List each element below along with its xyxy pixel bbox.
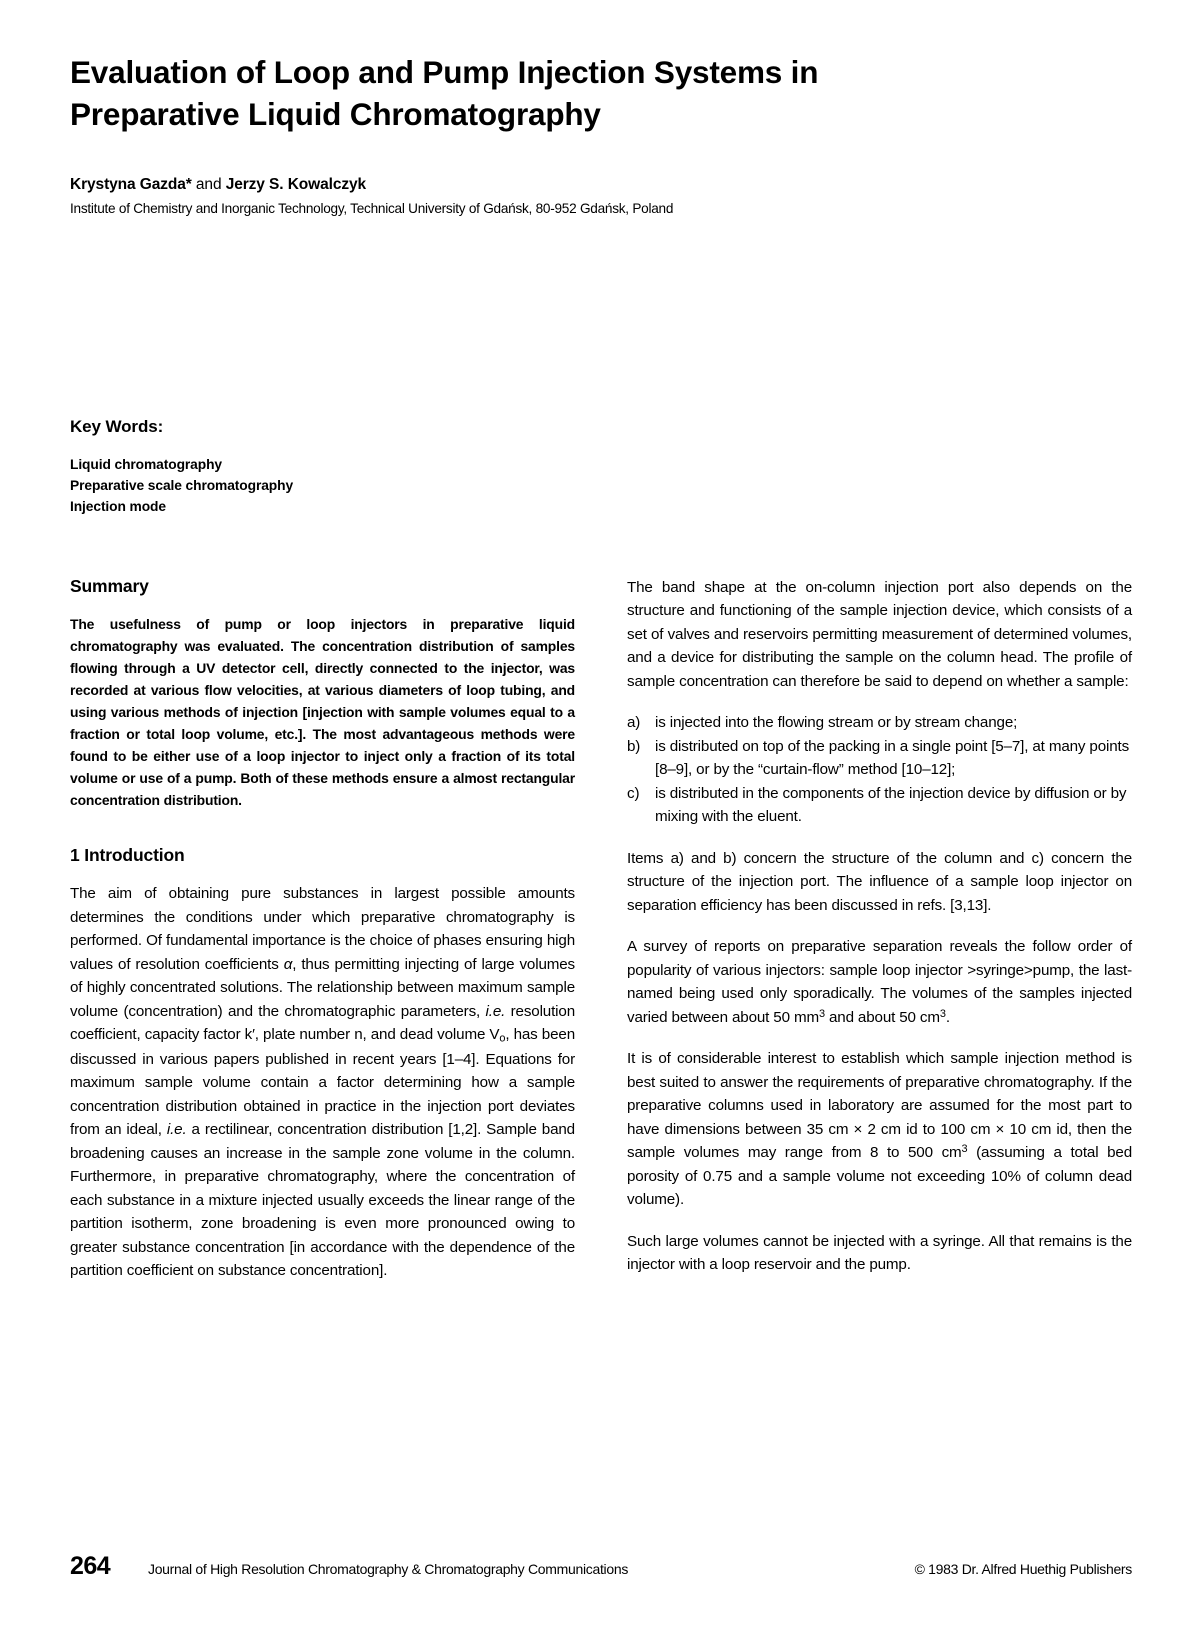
superscript-3: 3 xyxy=(939,1007,946,1020)
keyword-item: Preparative scale chromatography xyxy=(70,478,294,494)
intro-text-a: The aim of obtaining pure substances in largest possible amounts determines the conditions under which preparative chromatography is performed. Of fundamental importance is the choice of phases ensuring high values of resolution coefficients xyxy=(70,885,575,973)
author-list xyxy=(70,176,366,194)
author-secondary: Jerzy S. Kowalczyk xyxy=(225,176,367,193)
superscript-3: 3 xyxy=(818,1007,825,1020)
keywords-list xyxy=(70,454,293,517)
keywords-heading: Key Words: xyxy=(70,417,164,436)
list-marker: a) xyxy=(627,714,641,732)
introduction-heading: 1 Introduction xyxy=(70,845,185,866)
list-marker: c) xyxy=(627,784,640,802)
intro-text-d: , has been discussed in various papers published in recent years [1–4]. Equations for maximum sample volume contain a factor determining how a sample concentration distribution obtained in practice in the injection port deviates from an ideal, xyxy=(70,1026,575,1139)
author-conjunction: and xyxy=(191,176,226,193)
body-columns xyxy=(70,576,1132,1283)
author-primary: Krystyna Gazda* xyxy=(70,176,192,193)
keyword-item: Injection mode xyxy=(70,499,166,515)
para4-text-a: It is of considerable interest to establish which sample injection method is best suited to answer the requirements of preparative chromatography. If the preparative columns used in laboratory are assumed for the most part to have dimensions between 35 cm × 2 cm id to 100 cm × 10 cm id, then the sample volumes may range from 8 to 500 cm xyxy=(627,1050,1132,1162)
author-affiliation: Institute of Chemistry and Inorganic Technology, Technical University of Gdańsk, 80-952 Gdańsk, Poland xyxy=(70,201,674,216)
keyword-item: Liquid chromatography xyxy=(70,457,222,472)
right-paragraph-3 xyxy=(627,935,1132,1029)
para3-text-c: . xyxy=(945,1008,950,1026)
para3-text-a: A survey of reports on preparative separation reveals the follow order of popularity of various injectors: sample loop injector >syringe>pump, the last-named being used only sporadically. The volumes of the samples injected varied between about 50 mm xyxy=(627,938,1132,1026)
page-footer xyxy=(70,1552,1132,1581)
intro-text-e: a rectilinear, concentration distribution [1,2]. Sample band broadening causes an increase in the sample zone volume in the column. Furthermore, in preparative chromatography, where the concentration of each substance in a mixture injected usually exceeds the linear range of the partition isotherm, zone broadening is even more pronounced owing to greater substance concentration [in accordance with the dependence of the partition coefficient on substance concentration]. xyxy=(70,1121,575,1280)
summary-heading: Summary xyxy=(70,576,149,596)
list-item xyxy=(627,735,1132,782)
page-title xyxy=(70,52,1000,135)
summary-paragraph: The usefulness of pump or loop injectors in preparative liquid chromatography was evaluated. The concentration distribution of samples flowing through a UV detector cell, directly connected to the injector, was recorded at various flow velocities, at various diameters of loop tubing, and using various methods of injection [injection with sample volumes equal to a fraction or total loop volume, etc.]. The most advantageous methods were found to be either use of a loop injector to inject only a fraction of its total volume or use of a pump. Both of these methods ensure a almost rectangular concentration distribution. xyxy=(70,616,575,809)
page-number: 264 xyxy=(70,1552,111,1580)
journal-title: Journal of High Resolution Chromatography & Chromatography Communications xyxy=(148,1561,629,1577)
title-block xyxy=(70,52,1000,135)
list-item-text: is injected into the flowing stream or by stream change; xyxy=(655,714,1018,732)
ie-abbrev: i.e. xyxy=(485,1002,506,1020)
para3-text-b: and about 50 cm xyxy=(824,1008,940,1026)
subscript-o: o xyxy=(499,1032,506,1045)
lettered-list xyxy=(627,711,1132,828)
copyright-notice: © 1983 Dr. Alfred Huethig Publishers xyxy=(914,1561,1132,1577)
list-marker: b) xyxy=(627,737,641,755)
alpha-symbol: α xyxy=(283,955,293,973)
right-paragraph-2: Items a) and b) concern the structure of the column and c) concern the structure of the injection port. The influence of a sample loop injector on separation efficiency has been discussed in refs. [3,13]. xyxy=(627,849,1132,914)
list-item-text: is distributed in the components of the injection device by diffusion or by mixing with the eluent. xyxy=(655,784,1127,826)
list-item xyxy=(627,782,1132,829)
left-column xyxy=(70,576,575,1283)
right-paragraph-4 xyxy=(627,1047,1132,1211)
intro-text-b: , thus permitting injecting of large volumes of highly concentrated solutions. The relationship between maximum sample volume (concentration) and the chromatographic parameters, xyxy=(70,955,575,1020)
introduction-paragraph xyxy=(70,882,575,1282)
title-line-1: Evaluation of Loop and Pump Injection Systems in xyxy=(70,54,819,90)
para4-text-b: (assuming a total bed porosity of 0.75 and a sample volume not exceeding 10% of column dead volume). xyxy=(627,1144,1132,1209)
superscript-3: 3 xyxy=(961,1143,968,1156)
right-paragraph-1: The band shape at the on-column injection port also depends on the structure and functioning of the sample injection device, which consists of a set of valves and reservoirs permitting measurement of determined volumes, and a device for distributing the sample on the column head. The profile of sample concentration can therefore be said to depend on whether a sample: xyxy=(627,579,1132,690)
right-column xyxy=(627,576,1132,1283)
title-line-2: Preparative Liquid Chromatography xyxy=(70,95,601,132)
list-item-text: is distributed on top of the packing in a single point [5–7], at many points [8–9], or by the “curtain-flow” method [10–12]; xyxy=(655,737,1130,779)
right-paragraph-5: Such large volumes cannot be injected with a syringe. All that remains is the injector with a loop reservoir and the pump. xyxy=(627,1232,1132,1274)
intro-text-c: resolution coefficient, capacity factor k′, plate number n, and dead volume V xyxy=(70,1002,575,1044)
ie-abbrev: i.e. xyxy=(166,1121,187,1139)
list-item xyxy=(627,711,1132,734)
